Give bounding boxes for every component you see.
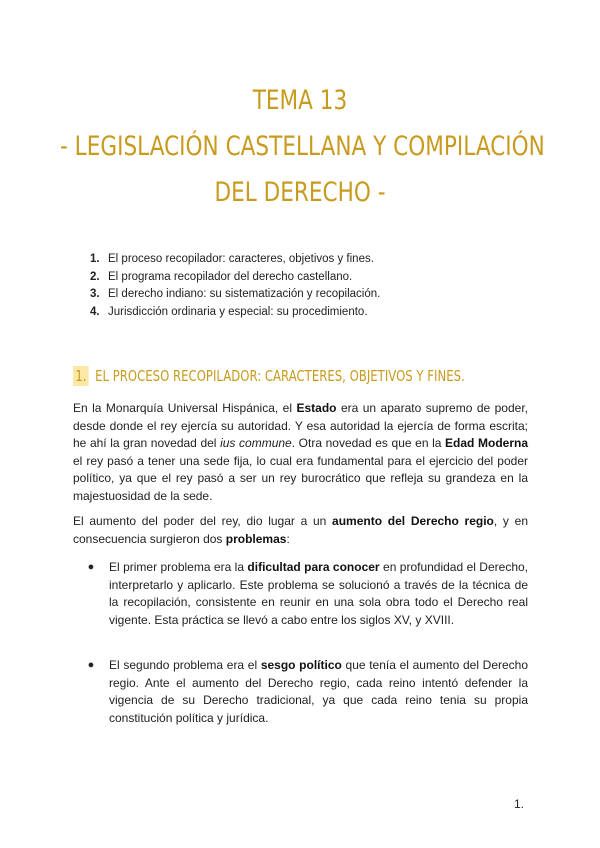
- toc-text: Jurisdicción ordinaria y especial: su procedimiento.: [108, 305, 368, 318]
- page-number: 1.: [514, 797, 525, 811]
- document-title: [60, 78, 545, 216]
- toc-number: 1.: [90, 253, 100, 265]
- text: que tenía el aumento del Derecho regio. Ante el aumento del Derecho regio, cada reino intentó defender la vigencia de su Derecho tradicional, ya que cada reino tenia su propia constitución política y jurídica.: [109, 658, 529, 725]
- bold-term: Edad Moderna: [445, 436, 528, 450]
- toc-text: El programa recopilador del derecho castellano.: [108, 270, 353, 283]
- list-item-text: [109, 657, 528, 727]
- list-item: [73, 657, 528, 727]
- toc-text: El derecho indiano: su sistematización y recopilación.: [108, 288, 381, 300]
- section-1-title: EL PROCESO RECOPILADOR: CARACTERES, OBJETIVOS Y FINES.: [95, 367, 465, 385]
- toc-text: El proceso recopilador: caracteres, objetivos y fines.: [108, 253, 374, 265]
- bullet-icon: ●: [87, 561, 95, 573]
- toc-item-2: [90, 269, 380, 287]
- section-1-number: 1.: [73, 366, 89, 386]
- text: El primer problema era la: [109, 560, 248, 574]
- bold-term: sesgo político: [260, 658, 342, 672]
- text: era un aparato supremo de poder, desde donde el rey ejercía su autoridad. Y esa autoridad la ejercía de forma escrita; he ahí la gran novedad del: [73, 401, 528, 450]
- paragraph-1: [73, 400, 528, 505]
- title-line-3: DEL DERECHO -: [214, 177, 386, 208]
- toc-item-3: [90, 286, 380, 304]
- toc-number: 3.: [90, 288, 100, 300]
- paragraph-2: [73, 513, 528, 548]
- list-item: [73, 559, 528, 629]
- bullet-icon: ●: [87, 659, 95, 671]
- bold-term: aumento del Derecho regio: [332, 514, 494, 528]
- table-of-contents: [90, 251, 380, 321]
- italic-term: ius commune: [220, 436, 292, 450]
- toc-number: 4.: [90, 305, 100, 318]
- list-item-text: [109, 559, 528, 629]
- text: en profundidad el Derecho, interpretarlo y aplicarlo. Este problema se solucionó a través de la técnica de la recopilación, consistente en reunir en una sola obra todo el Derecho real vigente. Esta práctica se llevó a cabo entre los siglos XV, y XVIII.: [109, 560, 529, 627]
- text: En la Monarquía Universal Hispánica, el: [73, 401, 297, 415]
- title-line-2: - LEGISLACIÓN CASTELLANA Y COMPILACIÓN: [60, 131, 545, 162]
- text: :: [286, 531, 290, 546]
- bold-term: problemas: [225, 531, 287, 546]
- toc-number: 2.: [90, 270, 100, 283]
- toc-item-4: [90, 304, 380, 322]
- bold-term: Estado: [296, 401, 337, 415]
- text: El segundo problema era el: [109, 658, 261, 672]
- section-1-heading: [73, 367, 465, 385]
- toc-item-1: [90, 251, 380, 269]
- text: el rey pasó a tener una sede fija, lo cual era fundamental para el ejercicio del poder político, ya que el rey pasó a ser un rey burocrático que refleja su grandeza en la majestuosidad de la sede.: [73, 453, 528, 503]
- text: . Otra novedad es que en la: [291, 436, 446, 450]
- text: El aumento del poder del rey, dio lugar a un: [73, 514, 333, 528]
- bold-term: dificultad para conocer: [247, 560, 380, 574]
- text: , y en consecuencia surgieron dos: [73, 514, 528, 546]
- title-line-1: TEMA 13: [252, 85, 348, 116]
